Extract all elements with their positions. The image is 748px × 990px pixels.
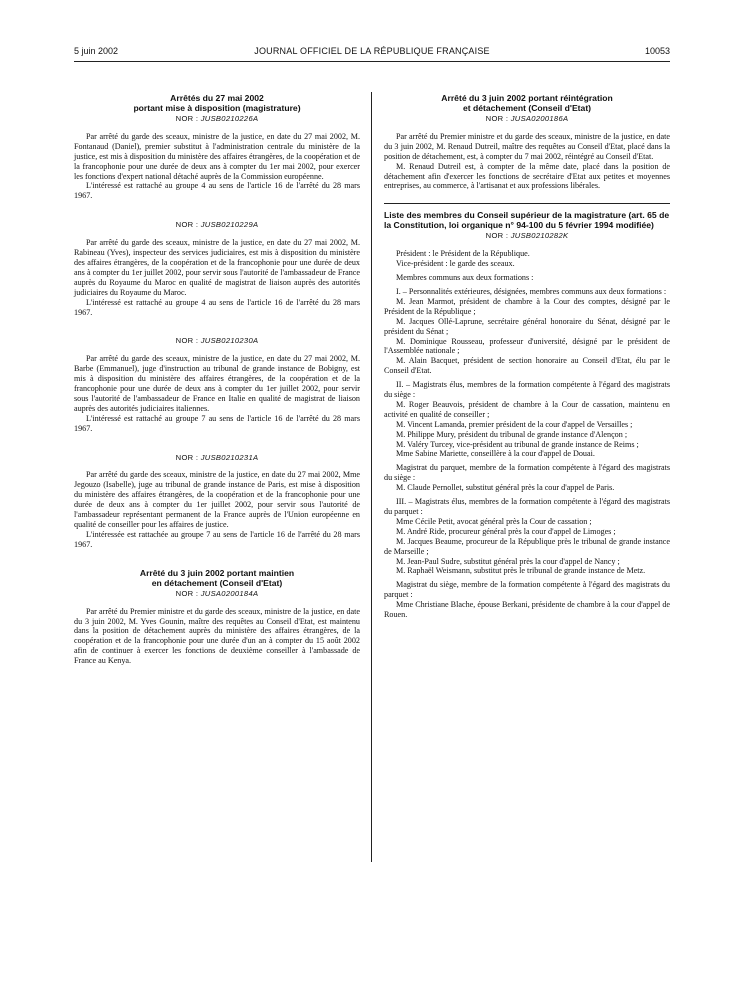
nor-value: JUSB0210229A xyxy=(200,220,259,230)
list-line: M. Jean Marmot, président de chambre à la Cour des comptes, désigné par le Président de la République ; xyxy=(384,296,670,316)
nor-reference xyxy=(74,589,360,599)
list-line: M. Claude Pernollet, substitut général près la cour d'appel de Paris. xyxy=(396,483,615,493)
nor-label: NOR : xyxy=(175,114,199,123)
paragraph: Par arrêté du garde des sceaux, ministre de la justice, en date du 27 mai 2002, Mme Jegouzo (Isabelle), juge au tribunal de grande instance de Paris, est mise à disposition du ministère des affaires étrangères, de la coopération et de la francophonie pour une durée de deux ans à compter du 1er juillet 2002, pour servir sous l'autorité de l'ambassadeur représentant permanent de la France auprès de l'Union européenne en qualité de conseiller pour les affaires de justice. xyxy=(74,470,360,529)
page-header xyxy=(74,46,670,60)
list-line: M. Roger Beauvois, président de chambre à la Cour de cassation, maintenu en activité en qualité de conseiller ; xyxy=(384,399,670,419)
list-line: M. Jean-Paul Sudre, substitut général près la cour d'appel de Nancy ; xyxy=(396,556,620,566)
list-line: Mme Christiane Blache, épouse Berkani, présidente de chambre à la cour d'appel de Rouen. xyxy=(384,600,670,620)
paragraph: M. Renaud Dutreil est, à compter de la même date, placé dans la position de détachement afin d'exercer les fonctions de secrétaire d'Etat aux petites et moyennes entreprises, au commerce, à l'artisanat et aux professions libérales. xyxy=(384,161,670,191)
list-line: M. Philippe Mury, président du tribunal de grande instance d'Alençon ; xyxy=(396,429,628,439)
section-title: Liste des membres du Conseil supérieur de la magistrature (art. 65 de la Constitution, loi organique n° 94-100 du 5 février 1994 modifiée) xyxy=(384,210,670,231)
list-line: Président : le Président de la République. xyxy=(396,249,530,259)
paragraph: L'intéressé est rattaché au groupe 4 au sens de l'article 16 de l'arrêté du 28 mars 1967. xyxy=(74,297,360,317)
nor-reference xyxy=(74,114,360,124)
section-subtitle: en détachement (Conseil d'Etat) xyxy=(151,577,283,588)
list-line: III. – Magistrats élus, membres de la formation compétente à l'égard des magistrats du parquet : xyxy=(384,497,670,516)
nor-label: NOR : xyxy=(175,220,199,230)
list-line: M. Jacques Beaume, procureur de la République près le tribunal de grande instance de Marseille ; xyxy=(384,536,670,556)
list-line: II. – Magistrats élus, membres de la formation compétente à l'égard des magistrats du siège : xyxy=(384,380,670,400)
section-title: Arrêté du 3 juin 2002 portant réintégration xyxy=(441,93,613,103)
list-line: M. Raphaël Weismann, substitut près le tribunal de grande instance de Metz. xyxy=(396,566,646,576)
nor-value: JUSA0200186A xyxy=(510,114,569,123)
nor-label: NOR : xyxy=(175,588,199,598)
nor-value: JUSB0210282K xyxy=(510,231,569,241)
nor-reference xyxy=(74,220,360,230)
nor-value: JUSA0200184A xyxy=(200,588,259,598)
paragraph: Par arrêté du garde des sceaux, ministre de la justice, en date du 27 mai 2002, M. Rabineau (Yves), inspecteur des services judiciaires, est mis à disposition du ministère des affaires étrangères, de la coopération et de la francophonie pour une durée de deux ans à compter du 1er juillet 2002, pour servir sous l'autorité de l'ambassadeur de France auprès du Royaume du Maroc en qualité de magistrat de liaison auprès des autorités judiciaires du Royaume du Maroc. xyxy=(74,238,360,297)
page-number: 10053 xyxy=(644,46,670,56)
list-line: Mme Sabine Mariette, conseillère à la cour d'appel de Douai. xyxy=(396,449,595,459)
list-line: M. Vincent Lamanda, premier président de la cour d'appel de Versailles ; xyxy=(396,419,633,429)
section-subtitle: et détachement (Conseil d'Etat) xyxy=(462,103,592,113)
nor-reference xyxy=(384,114,670,124)
list-line: M. Dominique Rousseau, professeur d'université, désigné par le président de l'Assemblée nationale ; xyxy=(384,336,670,356)
paragraph: Par arrêté du garde des sceaux, ministre de la justice, en date du 27 mai 2002, M. Barbe (Emmanuel), juge d'instruction au tribunal de grande instance de Bobigny, est mis à disposition du ministère des affaires étrangères, de la coopération et de la francophonie pour une durée de deux ans à compter du 1er juillet 2002, pour servir sous l'autorité de l'ambassadeur de France en Italie en qualité de magistrat de liaison auprès des autorités judiciaires italiennes. xyxy=(74,354,360,413)
nor-reference xyxy=(74,453,360,463)
paragraph: L'intéressé est rattaché au groupe 4 au sens de l'article 16 de l'arrêté du 28 mars 1967. xyxy=(74,181,360,201)
list-line: M. Valéry Turcey, vice-président au tribunal de grande instance de Reims ; xyxy=(396,439,639,449)
list-line: Vice-président : le garde des sceaux. xyxy=(396,259,515,269)
paragraph: L'intéressée est rattachée au groupe 7 au sens de l'article 16 de l'arrêté du 28 mars 1967. xyxy=(74,529,360,549)
nor-value: JUSB0210231A xyxy=(200,452,259,462)
list-line: M. Alain Bacquet, président de section honoraire au Conseil d'Etat, élu par le Conseil d'Etat. xyxy=(384,356,670,376)
paragraph: Par arrêté du Premier ministre et du garde des sceaux, ministre de la justice, en date du 3 juin 2002, M. Renaud Dutreil, maître des requêtes au Conseil d'Etat, placé dans la position de détachement, est, à compter du 7 mai 2002, réintégré au Conseil d'Etat. xyxy=(384,131,670,161)
nor-label: NOR : xyxy=(175,336,199,346)
list-line: Mme Cécile Petit, avocat général près la Cour de cassation ; xyxy=(396,516,592,526)
list-line: Magistrat du parquet, membre de la formation compétente à l'égard des magistrats du siège : xyxy=(384,463,670,483)
header-date: 5 juin 2002 xyxy=(74,46,119,56)
list-line: M. André Ride, procureur général près la cour d'appel de Limoges ; xyxy=(396,526,616,536)
journal-title: JOURNAL OFFICIEL DE LA RÉPUBLIQUE FRANÇAISE xyxy=(254,46,490,56)
list-line: M. Jacques Ollé-Laprune, secrétaire général honoraire du Sénat, désigné par le président du Sénat ; xyxy=(384,316,670,336)
section-subtitle: portant mise à disposition (magistrature) xyxy=(133,103,301,113)
left-column xyxy=(74,93,360,666)
nor-reference xyxy=(384,231,670,241)
header-rule xyxy=(74,61,670,62)
paragraph: Par arrêté du garde des sceaux, ministre de la justice, en date du 27 mai 2002, M. Fontanaud (Daniel), premier substitut à l'administration centrale du ministère de la justice, est mis à disposition du ministère des affaires étrangères, de la coopération et de la francophonie pour une durée de deux ans à compter du 1er mai 2002, pour exercer les fonctions d'expert national détaché auprès de la Commission européenne. xyxy=(74,131,360,181)
nor-label: NOR : xyxy=(175,452,199,462)
list-line: Magistrat du siège, membre de la formation compétente à l'égard des magistrats du parquet : xyxy=(384,580,670,600)
section-title: Arrêtés du 27 mai 2002 xyxy=(170,93,264,103)
column-divider xyxy=(371,92,372,862)
nor-value: JUSB0210230A xyxy=(200,336,259,346)
list-line: Membres communs aux deux formations : xyxy=(396,273,534,283)
section-title: Arrêté du 3 juin 2002 portant maintien xyxy=(139,567,295,578)
paragraph: Par arrêté du Premier ministre et du garde des sceaux, ministre de la justice, en date du 3 juin 2002, M. Yves Gounin, maître des requêtes au Conseil d'Etat, est maintenu dans la position de détachement auprès du ministère des affaires étrangères, de la coopération et de la francophonie pour une durée d'un an à compter du 15 août 2002 afin de continuer à exercer les fonctions de deuxième conseiller à l'ambassade de France au Kenya. xyxy=(74,606,360,666)
right-column xyxy=(384,93,670,620)
section-separator xyxy=(384,203,670,204)
nor-reference xyxy=(74,336,360,346)
list-line: I. – Personnalités extérieures, désignées, membres communs aux deux formations : xyxy=(396,286,667,296)
nor-label: NOR : xyxy=(485,231,509,241)
nor-label: NOR : xyxy=(485,114,509,123)
paragraph: L'intéressé est rattaché au groupe 7 au sens de l'article 16 de l'arrêté du 28 mars 1967. xyxy=(74,413,360,433)
nor-value: JUSB0210226A xyxy=(200,114,259,123)
